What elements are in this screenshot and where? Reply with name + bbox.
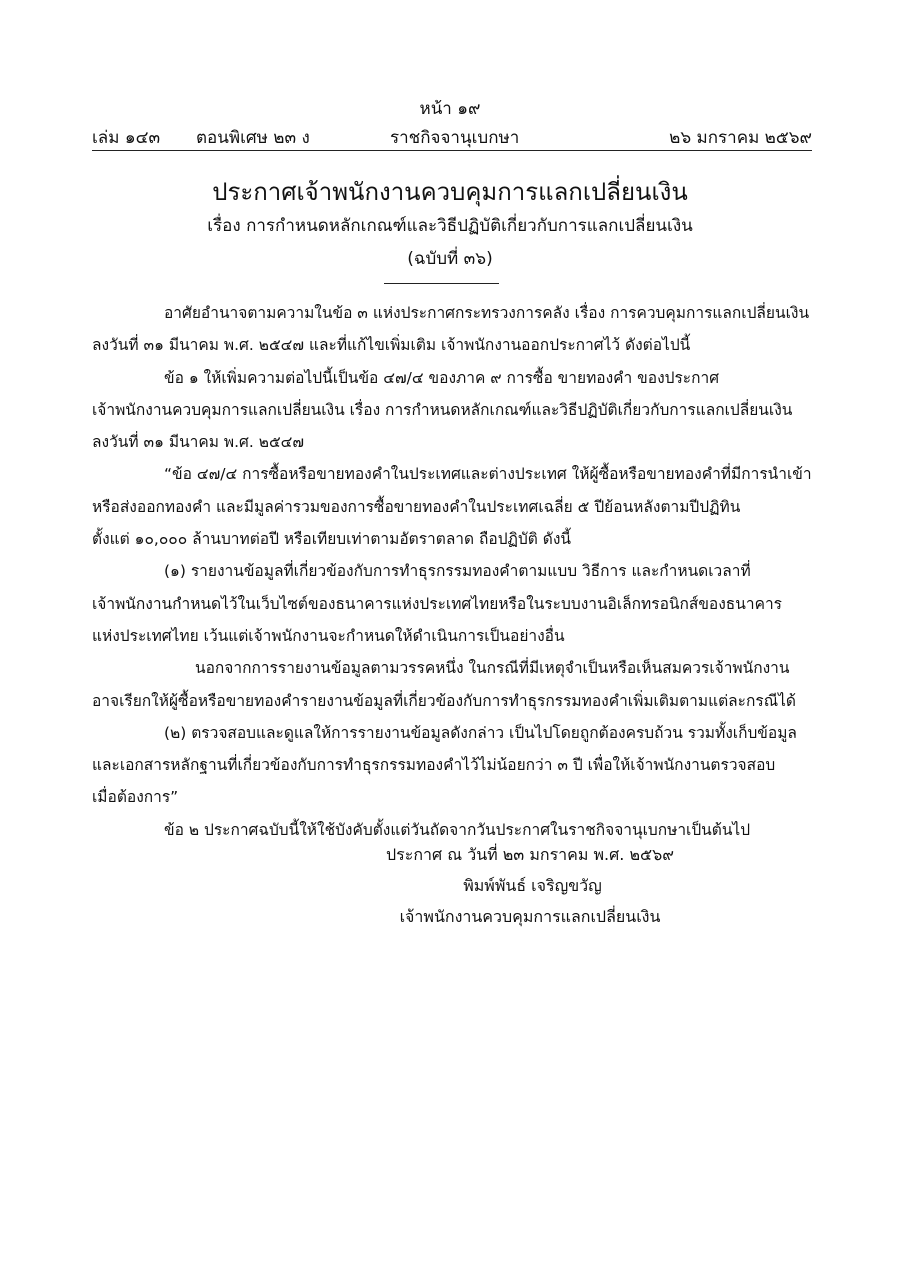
signatory-position: เจ้าพนักงานควบคุมการแลกเปลี่ยนเงิน xyxy=(399,907,661,926)
body-line: เจ้าพนักงานกำหนดไว้ในเว็บไซต์ของธนาคารแห่งประเทศไทยหรือในระบบงานอิเล็กทรอนิกส์ของธนาคาร xyxy=(92,594,782,613)
document-subtitle: เรื่อง การกำหนดหลักเกณฑ์และวิธีปฏิบัติเกี่ยวกับการแลกเปลี่ยนเงิน xyxy=(207,216,693,236)
body-line: และเอกสารหลักฐานที่เกี่ยวข้องกับการทำธุรกรรมทองคำไว้ไม่น้อยกว่า ๓ ปี เพื่อให้เจ้าพนักงานตรวจสอบ xyxy=(92,756,776,775)
document-body xyxy=(92,297,816,846)
signatory-name: พิมพ์พันธ์ เจริญขวัญ xyxy=(463,876,602,895)
body-line: ลงวันที่ ๓๑ มีนาคม พ.ศ. ๒๕๔๗ xyxy=(92,433,305,452)
gazette-header xyxy=(92,124,812,151)
body-line: เมื่อต้องการ” xyxy=(92,788,179,807)
body-line: แห่งประเทศไทย เว้นแต่เจ้าพนักงานจะกำหนดให้ดำเนินการเป็นอย่างอื่น xyxy=(92,626,565,645)
title-divider xyxy=(384,283,499,284)
body-line: อาศัยอำนาจตามความในข้อ ๓ แห่งประกาศกระทรวงการคลัง เรื่อง การควบคุมการแลกเปลี่ยนเงิน xyxy=(164,304,810,322)
body-line: ตั้งแต่ ๑๐,๐๐๐ ล้านบาทต่อปี หรือเทียบเท่าตามอัตราตลาด ถือปฏิบัติ ดังนี้ xyxy=(92,530,572,549)
body-line: ลงวันที่ ๓๑ มีนาคม พ.ศ. ๒๕๔๗ และที่แก้ไขเพิ่มเติม เจ้าพนักงานออกประกาศไว้ ดังต่อไปนี้ xyxy=(92,336,691,355)
page-number: หน้า ๑๙ xyxy=(419,99,481,119)
body-line: อาจเรียกให้ผู้ซื้อหรือขายทองคำรายงานข้อมูลที่เกี่ยวข้องกับการทำธุรกรรมทองคำเพิ่มเติมตามแต่ละกรณีได้ xyxy=(92,691,796,710)
body-line: เจ้าพนักงานควบคุมการแลกเปลี่ยนเงิน เรื่อง การกำหนดหลักเกณฑ์และวิธีปฏิบัติเกี่ยวกับการแลกเปลี่ยนเงิน xyxy=(92,400,793,419)
signature-block xyxy=(0,839,900,932)
volume-number: เล่ม ๑๔๓ xyxy=(92,128,161,148)
document-title: ประกาศเจ้าพนักงานควบคุมการแลกเปลี่ยนเงิน xyxy=(212,178,688,206)
body-line: “ข้อ ๔๗/๔ การซื้อหรือขายทองคำในประเทศและต่างประเทศ ให้ผู้ซื้อหรือขายทองคำที่มีการนำเข้า xyxy=(164,465,812,484)
gazette-name: ราชกิจจานุเบกษา xyxy=(390,128,520,148)
body-line: ข้อ ๑ ให้เพิ่มความต่อไปนี้เป็นข้อ ๔๗/๔ ของภาค ๙ การซื้อ ขายทองคำ ของประกาศ xyxy=(164,368,720,387)
body-line: หรือส่งออกทองคำ และมีมูลค่ารวมของการซื้อขายทองคำในประเทศเฉลี่ย ๕ ปีย้อนหลังตามปีปฏิทิน xyxy=(92,497,741,516)
body-line: (๑) รายงานข้อมูลที่เกี่ยวข้องกับการทำธุรกรรมทองคำตามแบบ วิธีการ และกำหนดเวลาที่ xyxy=(164,562,751,581)
body-line: ข้อ ๒ ประกาศฉบับนี้ให้ใช้บังคับตั้งแต่วันถัดจากวันประกาศในราชกิจจานุเบกษาเป็นต้นไป xyxy=(164,820,751,839)
edition-number: (ฉบับที่ ๓๖) xyxy=(407,249,493,269)
announcement-date: ประกาศ ณ วันที่ ๒๓ มกราคม พ.ศ. ๒๕๖๙ xyxy=(386,845,674,864)
publication-date: ๒๖ มกราคม ๒๕๖๙ xyxy=(669,128,812,148)
section-number: ตอนพิเศษ ๒๓ ง xyxy=(196,128,310,148)
body-line: (๒) ตรวจสอบและดูแลให้การรายงานข้อมูลดังกล่าว เป็นไปโดยถูกต้องครบถ้วน รวมทั้งเก็บข้อมูล xyxy=(164,723,797,742)
body-line: นอกจากการรายงานข้อมูลตามวรรคหนึ่ง ในกรณีที่มีเหตุจำเป็นหรือเห็นสมควรเจ้าพนักงาน xyxy=(195,659,790,678)
